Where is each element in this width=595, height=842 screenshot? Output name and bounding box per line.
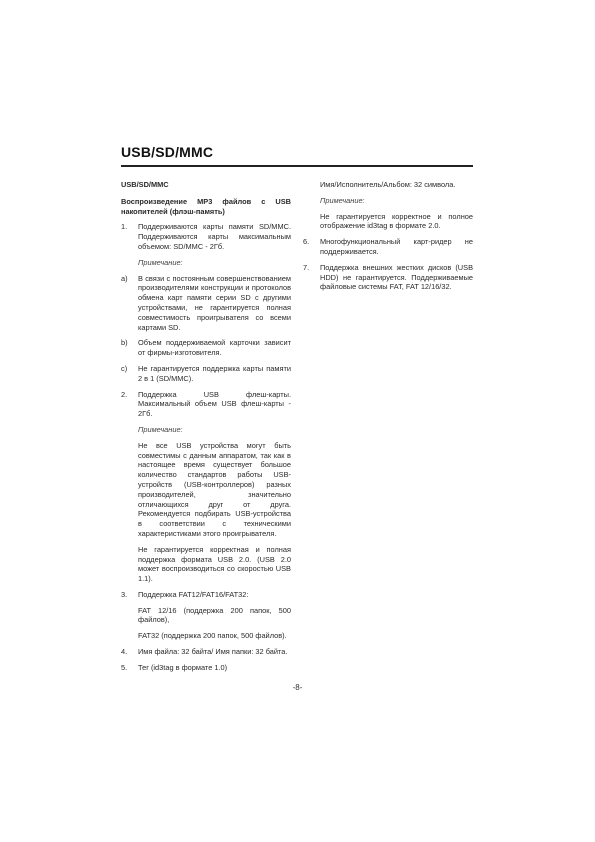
note-label: Примечание: xyxy=(138,257,183,267)
section-lead: Воспроизведение MP3 файлов с USB накопителей (флэш-память) xyxy=(121,196,291,216)
list-item-1 xyxy=(121,222,291,251)
note-label: Примечание: xyxy=(320,195,365,205)
list-text: В связи с постоянным совершенствованием производителями конструкции и протоколов обмена карт памяти серии SD с другими устройствами, не гарантируется полная совместимость проигрывателя со всеми картами SD. xyxy=(138,273,291,332)
list-marker: 3. xyxy=(121,589,128,599)
list-item-b xyxy=(121,338,291,358)
note-label: Примечание: xyxy=(138,424,183,434)
continued-paragraph: Имя/Исполнитель/Альбом: 32 символа. xyxy=(320,180,456,189)
list-text: Поддержка внешних жестких дисков (USB HDD) не гарантируется. Поддерживаемые файловые системы FAT, FAT 12/16/32. xyxy=(320,262,473,292)
page-number: -8- xyxy=(292,683,303,692)
list-marker: 2. xyxy=(121,389,128,399)
list-item-5 xyxy=(121,663,291,673)
list-item-4 xyxy=(121,647,291,657)
list-marker: 6. xyxy=(303,237,310,247)
list-item-c xyxy=(121,364,291,384)
list-marker: 5. xyxy=(121,662,128,672)
note-paragraph: Не гарантируется корректная и полная поддержка формата USB 2.0. (USB 2.0 может воспроизводиться со скоростью USB 1.1). xyxy=(138,544,291,584)
list-marker: 1. xyxy=(121,222,128,232)
list-text: Тег (id3tag в формате 1.0) xyxy=(138,662,228,672)
list-text: Поддержка FAT12/FAT16/FAT32: xyxy=(138,589,249,599)
list-item-2 xyxy=(121,390,291,419)
item-paragraph: FAT 12/16 (поддержка 200 папок, 500 файлов), xyxy=(138,605,291,625)
list-text: Поддерживаются карты памяти SD/MMC. Поддерживаются карты максимальным объемом: SD/MMC - 2Гб. xyxy=(138,222,291,251)
list-text: Имя файла: 32 байта/ Имя папки: 32 байта. xyxy=(138,647,288,657)
section-heading: USB/SD/MMC xyxy=(121,180,169,189)
list-item-7 xyxy=(303,263,473,292)
list-marker: b) xyxy=(121,338,128,348)
right-column xyxy=(303,180,473,298)
note-paragraph: Не все USB устройства могут быть совместимы с данным аппаратом, так как в настоящее время существует большое количество стандартов работы USB-устройств (USB-контроллеров) разных производителей, значительно отличающихся друг от друга. Рекомендуется подбирать USB-устройства в соответствии с техническими характеристиками этого проигрывателя. xyxy=(138,440,291,538)
list-text: Не гарантируется поддержка карты памяти 2 в 1 (SD/MMC). xyxy=(138,363,291,383)
list-marker: 7. xyxy=(303,262,310,272)
page-title: USB/SD/MMC xyxy=(121,144,214,160)
list-text: Многофункциональный карт-ридер не поддерживается. xyxy=(320,237,473,256)
note-paragraph: Не гарантируется корректное и полное отображение id3tag в формате 2.0. xyxy=(320,211,473,231)
list-marker: a) xyxy=(121,273,128,283)
item-paragraph: FAT32 (поддержка 200 папок, 500 файлов). xyxy=(138,631,287,641)
list-marker: 4. xyxy=(121,647,128,657)
left-column xyxy=(121,180,291,679)
list-text: Объем поддерживаемой карточки зависит от фирмы-изготовителя. xyxy=(138,338,291,358)
title-divider xyxy=(121,165,473,167)
list-text: Поддержка USB флеш-карты. Максимальный объем USB флеш-карты - 2Гб. xyxy=(138,389,291,419)
list-item-a xyxy=(121,274,291,333)
list-marker: c) xyxy=(121,363,128,373)
list-item-3 xyxy=(121,590,291,600)
list-item-6 xyxy=(303,237,473,257)
